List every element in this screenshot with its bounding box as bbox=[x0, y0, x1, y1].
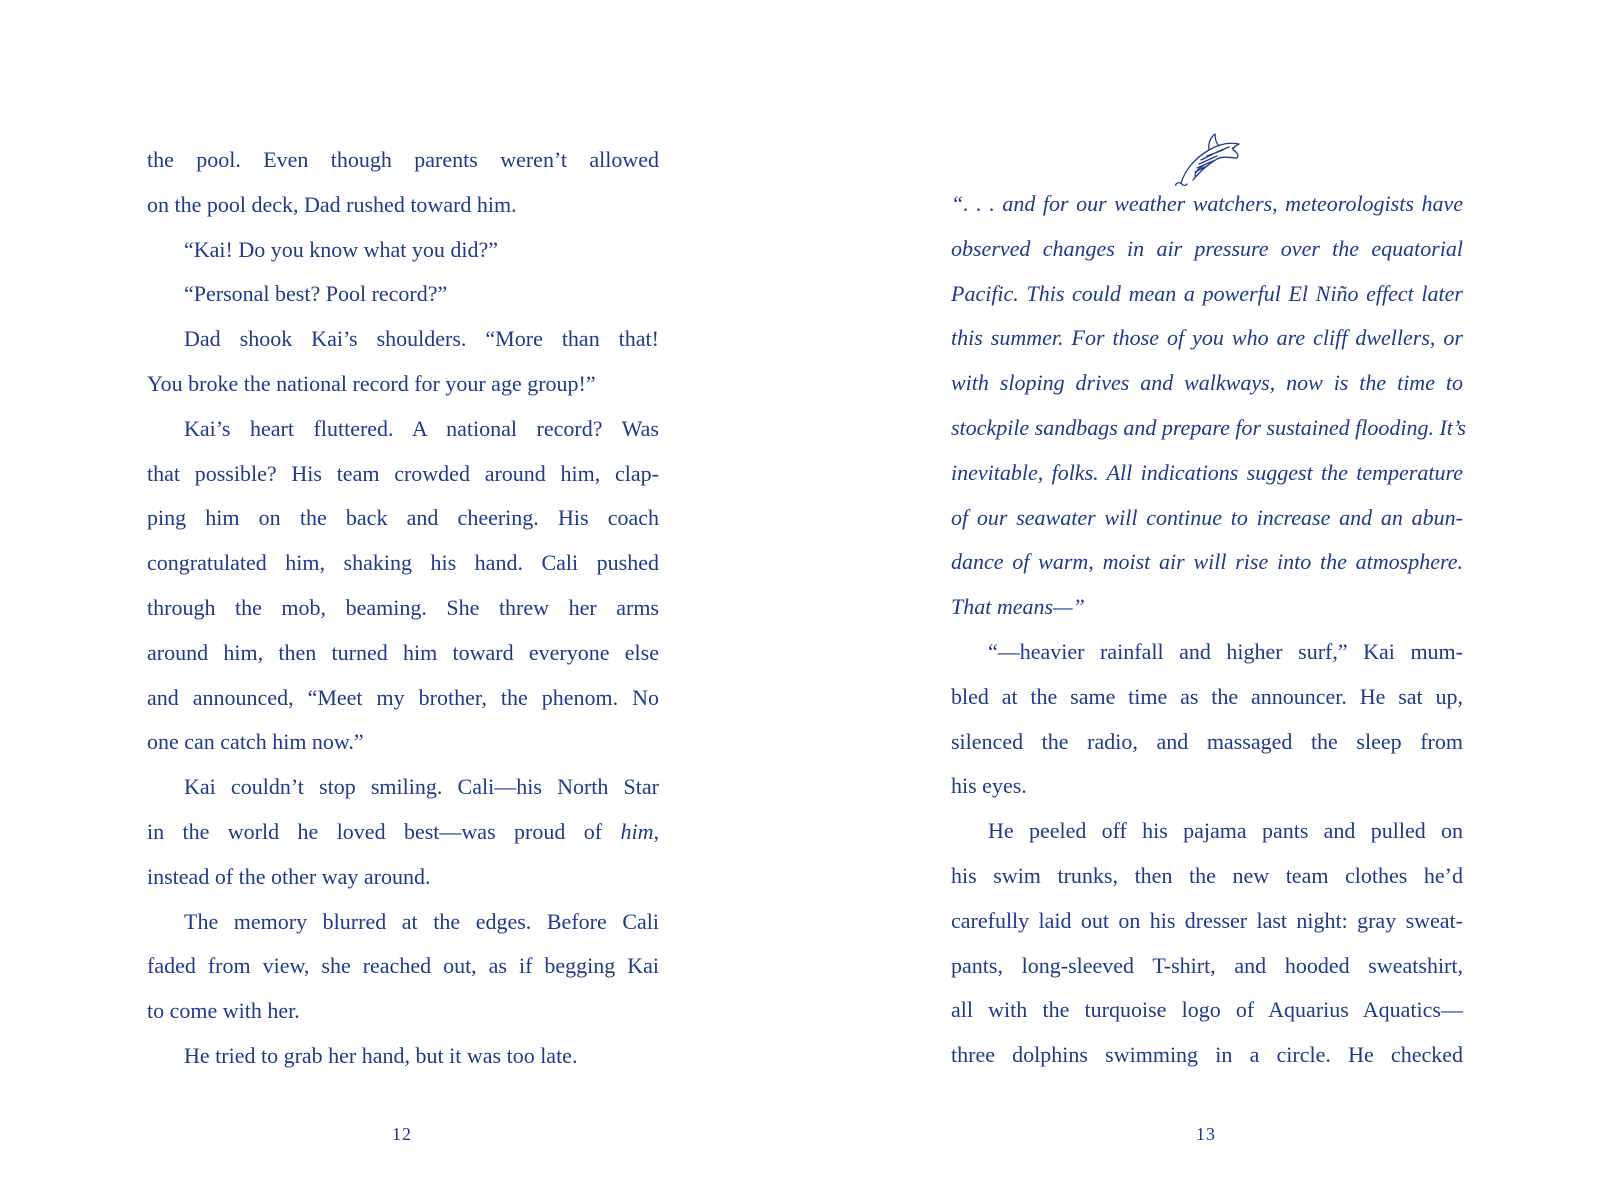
text-line: three dolphins swimming in a circle. He checked bbox=[951, 1042, 1463, 1068]
text-line: all with the turquoise logo of Aquarius Aquatics— bbox=[951, 997, 1463, 1023]
text-line: bled at the same time as the announcer. He sat up, bbox=[951, 683, 1463, 709]
right-page-body-text bbox=[951, 182, 1466, 1078]
text-line: stockpile sandbags and prepare for sustained flooding. It’s bbox=[951, 414, 1466, 440]
text-line: “Personal best? Pool record?” bbox=[184, 281, 448, 307]
text-line: that possible? His team crowded around him, clap- bbox=[147, 460, 659, 486]
text-line: on the pool deck, Dad rushed toward him. bbox=[147, 191, 517, 217]
text-line: instead of the other way around. bbox=[147, 863, 431, 889]
text-line: this summer. For those of you who are cliff dwellers, or bbox=[951, 325, 1463, 351]
text-line: The memory blurred at the edges. Before Cali bbox=[184, 908, 659, 934]
text-line: You broke the national record for your age group!” bbox=[147, 370, 596, 396]
text-line: inevitable, folks. All indications suggest the temperature bbox=[951, 459, 1463, 485]
text-line: of our seawater will continue to increase and an abun- bbox=[951, 504, 1463, 530]
text-line: Kai’s heart fluttered. A national record? Was bbox=[184, 415, 659, 441]
text-line: his eyes. bbox=[951, 773, 1027, 799]
text-line: to come with her. bbox=[147, 998, 300, 1024]
left-page-number: 12 bbox=[392, 1124, 412, 1144]
text-segment: in the world he loved best—was proud of bbox=[147, 818, 621, 844]
text-line: dance of warm, moist air will rise into the atmosphere. bbox=[951, 549, 1463, 575]
text-line: congratulated him, shaking his hand. Cali pushed bbox=[147, 550, 659, 576]
text-line: “—heavier rainfall and higher surf,” Kai mum- bbox=[988, 638, 1463, 664]
right-page-number: 13 bbox=[1196, 1124, 1216, 1144]
text-line: faded from view, she reached out, as if begging Kai bbox=[147, 953, 659, 979]
text-line: around him, then turned him toward everyone else bbox=[147, 639, 659, 665]
text-line: carefully laid out on his dresser last night: gray sweat- bbox=[951, 907, 1463, 933]
text-line: Dad shook Kai’s shoulders. “More than that! bbox=[184, 326, 659, 352]
text-line: and announced, “Meet my brother, the phenom. No bbox=[147, 684, 659, 710]
text-line: Kai couldn’t stop smiling. Cali—his North Star bbox=[184, 774, 659, 800]
text-line: his swim trunks, then the new team clothes he’d bbox=[951, 862, 1463, 888]
text-line: “. . . and for our weather watchers, meteorologists have bbox=[951, 191, 1463, 216]
text-line: He tried to grab her hand, but it was too late. bbox=[184, 1042, 578, 1068]
text-line: one can catch him now.” bbox=[147, 729, 364, 755]
text-line: the pool. Even though parents weren’t allowed bbox=[147, 147, 659, 172]
left-page-body-text bbox=[147, 138, 659, 1079]
text-line: silenced the radio, and massaged the sleep from bbox=[951, 728, 1463, 754]
text-line: through the mob, beaming. She threw her arms bbox=[147, 594, 659, 620]
right-page bbox=[800, 0, 1600, 1200]
text-line bbox=[147, 810, 659, 855]
text-line: That means—” bbox=[951, 594, 1085, 620]
text-line: observed changes in air pressure over the equatorial bbox=[951, 235, 1463, 261]
text-segment: , bbox=[653, 818, 659, 844]
emphasized-word: him bbox=[620, 818, 654, 844]
text-line: ping him on the back and cheering. His coach bbox=[147, 505, 659, 531]
text-line: pants, long-sleeved T-shirt, and hooded sweatshirt, bbox=[951, 952, 1463, 978]
text-line: Pacific. This could mean a powerful El Niño effect later bbox=[951, 280, 1463, 306]
dolphin-ornament-icon bbox=[1173, 128, 1245, 186]
text-line: with sloping drives and walkways, now is the time to bbox=[951, 370, 1463, 396]
text-line: “Kai! Do you know what you did?” bbox=[184, 236, 499, 262]
text-line: He peeled off his pajama pants and pulled on bbox=[988, 818, 1463, 844]
